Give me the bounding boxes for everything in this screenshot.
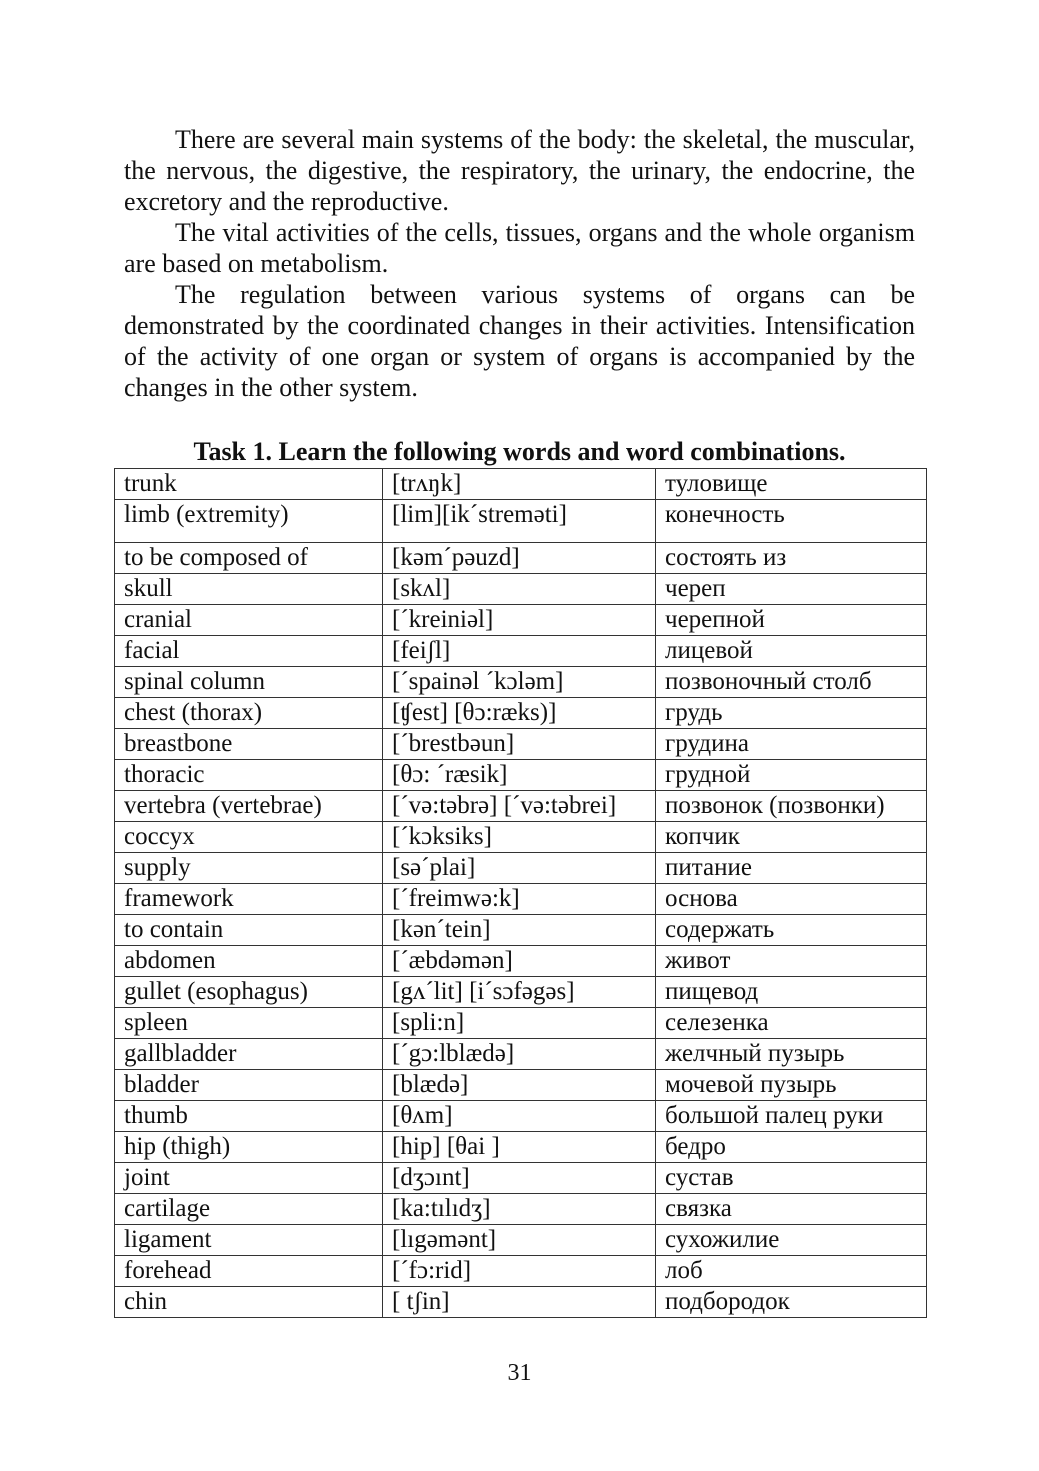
word-cell: thumb (115, 1101, 383, 1132)
translation-cell: мочевой пузырь (656, 1070, 927, 1101)
transcription-cell: [´fɔ:rid] (383, 1256, 656, 1287)
translation-cell: состоять из (656, 543, 927, 574)
page-number: 31 (507, 1360, 532, 1386)
table-row (115, 1039, 927, 1070)
translation-cell: грудина (656, 729, 927, 760)
translation-cell: позвонок (позвонки) (656, 791, 927, 822)
table-row (115, 884, 927, 915)
transcription-cell: [kən´tein] (383, 915, 656, 946)
translation-cell: питание (656, 853, 927, 884)
table-row (115, 1225, 927, 1256)
word-cell: thoracic (115, 760, 383, 791)
transcription-cell: [θʌm] (383, 1101, 656, 1132)
transcription-cell: [lıgəmənt] (383, 1225, 656, 1256)
word-cell: limb (extremity) (115, 500, 383, 543)
translation-cell: связка (656, 1194, 927, 1225)
transcription-cell: [sə´plai] (383, 853, 656, 884)
word-cell: cranial (115, 605, 383, 636)
translation-cell: грудной (656, 760, 927, 791)
table-row (115, 822, 927, 853)
paragraph: The vital activities of the cells, tissues, organs and the whole organism are based on metabolism. (124, 218, 915, 278)
transcription-cell: [ʧest] [θɔ:ræks)] (383, 698, 656, 729)
word-cell: supply (115, 853, 383, 884)
table-row (115, 977, 927, 1008)
transcription-cell: [´kɔksiks] (383, 822, 656, 853)
paragraph: The regulation between various systems of organs can be demonstrated by the coordinated changes in their activities. Intensification of the activity of one organ or system of organs is accompanied by the changes in the other system. (124, 280, 915, 402)
table-row (115, 1132, 927, 1163)
translation-cell: основа (656, 884, 927, 915)
table-row (115, 760, 927, 791)
transcription-cell: [trʌŋk] (383, 469, 656, 500)
translation-cell: бедро (656, 1132, 927, 1163)
word-cell: to contain (115, 915, 383, 946)
word-cell: abdomen (115, 946, 383, 977)
table-row (115, 853, 927, 884)
word-cell: joint (115, 1163, 383, 1194)
translation-cell: копчик (656, 822, 927, 853)
translation-cell: живот (656, 946, 927, 977)
translation-cell: черепной (656, 605, 927, 636)
translation-cell: конечность (656, 500, 927, 543)
table-row (115, 1163, 927, 1194)
transcription-cell: [´gɔ:lblædə] (383, 1039, 656, 1070)
transcription-cell: [θɔ: ´ræsik] (383, 760, 656, 791)
table-row (115, 543, 927, 574)
transcription-cell: [ tʃin] (383, 1287, 656, 1318)
word-cell: chest (thorax) (115, 698, 383, 729)
table-row (115, 574, 927, 605)
transcription-cell: [skʌl] (383, 574, 656, 605)
translation-cell: желчный пузырь (656, 1039, 927, 1070)
transcription-cell: [´spainəl ´kɔləm] (383, 667, 656, 698)
table-row (115, 698, 927, 729)
word-cell: facial (115, 636, 383, 667)
table-row (115, 1070, 927, 1101)
word-cell: gallbladder (115, 1039, 383, 1070)
word-cell: spleen (115, 1008, 383, 1039)
transcription-cell: [ka:tılıdʒ] (383, 1194, 656, 1225)
translation-cell: сухожилие (656, 1225, 927, 1256)
translation-cell: пищевод (656, 977, 927, 1008)
table-row (115, 946, 927, 977)
transcription-cell: [lim][ik´streməti] (383, 500, 656, 543)
transcription-cell: [´freimwə:k] (383, 884, 656, 915)
transcription-cell: [´æbdəmən] (383, 946, 656, 977)
word-cell: ligament (115, 1225, 383, 1256)
transcription-cell: [´kreiniəl] (383, 605, 656, 636)
transcription-cell: [dʒɔınt] (383, 1163, 656, 1194)
transcription-cell: [blædə] (383, 1070, 656, 1101)
word-cell: forehead (115, 1256, 383, 1287)
table-row (115, 605, 927, 636)
translation-cell: позвоночный столб (656, 667, 927, 698)
transcription-cell: [gʌ´lit] [i´sɔfəgəs] (383, 977, 656, 1008)
vocabulary-table (114, 468, 927, 1318)
table-row (115, 1287, 927, 1318)
table-row (115, 500, 927, 543)
word-cell: cartilage (115, 1194, 383, 1225)
word-cell: bladder (115, 1070, 383, 1101)
word-cell: framework (115, 884, 383, 915)
word-cell: chin (115, 1287, 383, 1318)
translation-cell: туловище (656, 469, 927, 500)
table-row (115, 636, 927, 667)
translation-cell: подбородок (656, 1287, 927, 1318)
word-cell: breastbone (115, 729, 383, 760)
table-row (115, 1194, 927, 1225)
table-row (115, 1256, 927, 1287)
table-row (115, 1008, 927, 1039)
transcription-cell: [feiʃl] (383, 636, 656, 667)
translation-cell: сустав (656, 1163, 927, 1194)
translation-cell: лоб (656, 1256, 927, 1287)
word-cell: spinal column (115, 667, 383, 698)
table-row (115, 1101, 927, 1132)
translation-cell: череп (656, 574, 927, 605)
transcription-cell: [´brestbəun] (383, 729, 656, 760)
word-cell: coccyx (115, 822, 383, 853)
translation-cell: большой палец руки (656, 1101, 927, 1132)
paragraph: There are several main systems of the body: the skeletal, the muscular, the nervous, the digestive, the respiratory, the urinary, the endocrine, the excretory and the reproductive. (124, 125, 915, 216)
translation-cell: грудь (656, 698, 927, 729)
word-cell: skull (115, 574, 383, 605)
word-cell: trunk (115, 469, 383, 500)
task-heading: Task 1. Learn the following words and word combinations. (193, 437, 846, 466)
table-row (115, 915, 927, 946)
translation-cell: лицевой (656, 636, 927, 667)
transcription-cell: [´və:təbrə] [´və:təbrei] (383, 791, 656, 822)
word-cell: to be composed of (115, 543, 383, 574)
table-row (115, 469, 927, 500)
intro-text (124, 124, 915, 403)
table-row (115, 791, 927, 822)
table-row (115, 729, 927, 760)
translation-cell: селезенка (656, 1008, 927, 1039)
transcription-cell: [spli:n] (383, 1008, 656, 1039)
translation-cell: содержать (656, 915, 927, 946)
word-cell: hip (thigh) (115, 1132, 383, 1163)
table-row (115, 667, 927, 698)
transcription-cell: [kəm´pəuzd] (383, 543, 656, 574)
word-cell: gullet (esophagus) (115, 977, 383, 1008)
word-cell: vertebra (vertebrae) (115, 791, 383, 822)
transcription-cell: [hip] [θai ] (383, 1132, 656, 1163)
